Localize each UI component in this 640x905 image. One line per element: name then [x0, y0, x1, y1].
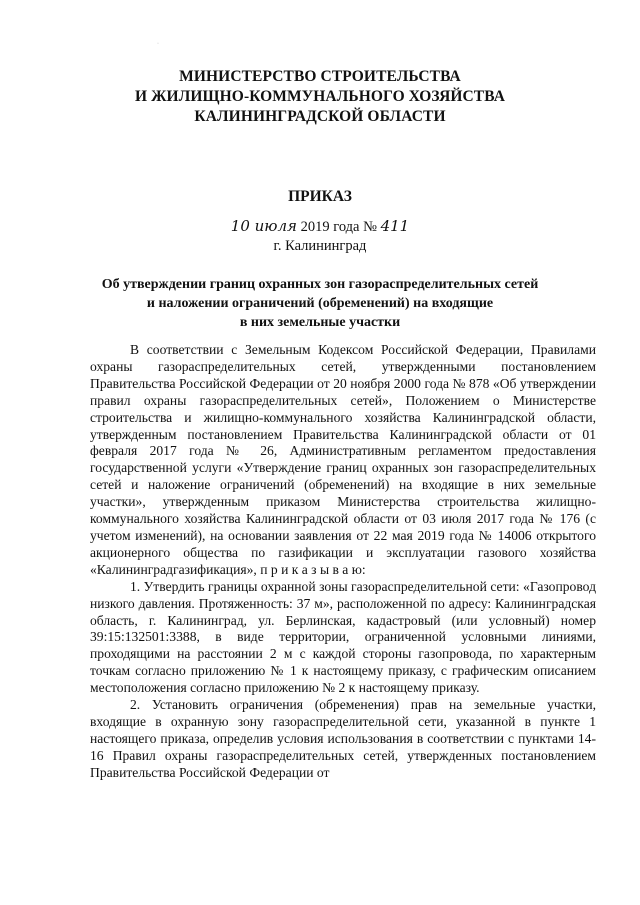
handwritten-date: 10 июля: [230, 217, 297, 235]
clause-1-paragraph: 1. Утвердить границы охранной зоны газораспределительной сети: «Газопровод низкого давления. Протяженность: 37 м», расположенной по адресу: Калининградская область, г. Калининград, ул. Берлинская, кадастровый (или условный) номер 39:15:132501:3388, в виде территории, ограниченной условными линиями, проходящими на расстоянии 2 м с каждой стороны газопровода, по характерным точкам согласно приложению № 1 к настоящему приказу, с графическим описанием местоположения согласно приложению № 2 к настоящему приказу.: [90, 578, 596, 696]
ministry-header: [0, 67, 640, 127]
order-city: г. Калининград: [273, 238, 367, 254]
ministry-line-2: И ЖИЛИЩНО-КОММУНАЛЬНОГО ХОЗЯЙСТВА: [134, 88, 506, 105]
preamble-paragraph: В соответствии с Земельным Кодексом Российской Федерации, Правилами охраны газораспределительных сетей, утвержденными постановлением Правительства Российской Федерации от 20 ноября 2000 года № 878 «Об утверждении правил охраны газораспределительных сетей», Положением о Министерстве строительства и жилищно-коммунального хозяйства Калининградской области, утвержденным постановлением Правительства Калининградской области от 01 февраля 2017 года № 26, Административным регламентом предоставления государственной услуги «Утверждение границ охранных зон газораспределительных сетей и наложение ограничений (обременений) на входящие в них земельные участки», утвержденным приказом Министерства строительства жилищно-коммунального хозяйства Калининградской области от 03 июля 2017 года № 176 (с учетом изменений), на основании заявления от 22 мая 2019 года № 14006 открытого акционерного общества по газификации и эксплуатации газового хозяйства «Калининградгазификация», п р и к а з ы в а ю:: [90, 342, 596, 577]
order-body: [90, 342, 596, 782]
subject-line-2: и наложении ограничений (обременений) на входящие: [146, 296, 494, 311]
subject-line-3: в них земельные участки: [239, 315, 401, 330]
order-subject: [0, 275, 640, 332]
subject-line-1: Об утверждении границ охранных зон газораспределительных сетей: [101, 277, 539, 292]
order-date-line: [0, 217, 640, 236]
handwritten-number: 411: [380, 217, 410, 235]
ministry-line-3: КАЛИНИНГРАДСКОЙ ОБЛАСТИ: [194, 108, 446, 125]
order-year: 2019 года №: [300, 219, 377, 235]
order-title: ПРИКАЗ: [288, 188, 352, 205]
scan-mark: ·: [157, 41, 159, 47]
clause-2-paragraph: 2. Установить ограничения (обременения) прав на земельные участки, входящие в охранную зону газораспределительной сети, указанной в пункте 1 настоящего приказа, определив условия использования в соответствии с пунктами 14-16 Правил охраны газораспределительных сетей, утвержденных постановлением Правительства Российской Федерации от: [90, 697, 596, 780]
ministry-line-1: МИНИСТЕРСТВО СТРОИТЕЛЬСТВА: [179, 68, 461, 85]
